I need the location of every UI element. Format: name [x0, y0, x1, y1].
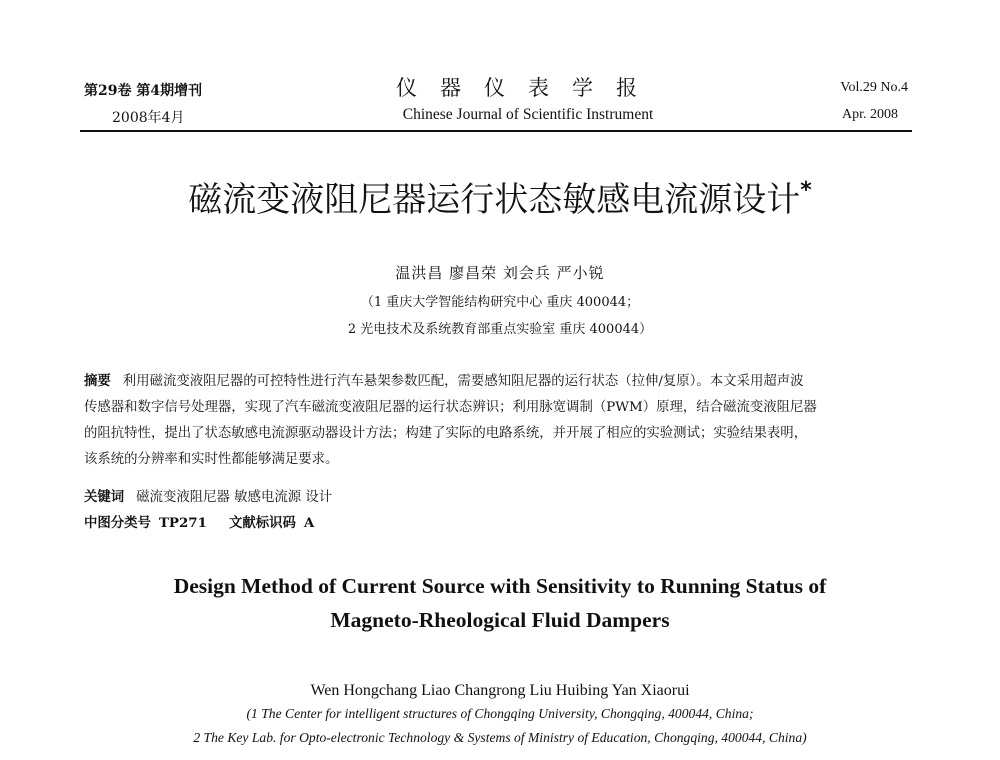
abstract-text-1: 利用磁流变液阻尼器的可控特性进行汽车悬架参数匹配，需要感知阻尼器的运行状态（拉伸/复原）。本文采用超声波 [122, 374, 804, 389]
affiliation-cn-1: （1 重庆大学智能结构研究中心 重庆 400044； [360, 295, 640, 310]
authors-cn: 温洪昌 廖昌荣 刘会兵 严小锐 [395, 264, 605, 282]
paper-title-en-line-2: Magneto-Rheological Fluid Dampers [330, 608, 670, 632]
classification [84, 512, 314, 531]
affiliation-cn-2: 2 光电技术及系统教育部重点实验室 重庆 400044） [347, 322, 653, 337]
clc-label: 中图分类号 [84, 515, 151, 531]
paper-title-cn [0, 172, 1000, 221]
abstract-line: 传感器和数字信号处理器，实现了汽车磁流变液阻尼器的运行状态辨识；利用脉宽调制（PWM）原理，结合磁流变液阻尼器 [84, 400, 817, 415]
title-footnote-mark: * [800, 178, 812, 203]
volume-issue-en: Vol.29 No.4 [840, 80, 908, 95]
abstract-line: 的阻抗特性，提出了状态敏感电流源驱动器设计方法；构建了实际的电路系统，并开展了相应的实验测试；实验结果表明， [84, 426, 808, 441]
clc-value: TP271 [158, 515, 207, 531]
keywords-label: 关键词 [84, 489, 125, 505]
journal-title-cn: 仪器仪表学报 [396, 76, 660, 100]
date-en: Apr. 2008 [842, 107, 898, 122]
abstract-label: 摘要 [84, 373, 111, 389]
paper-title-en-line-1: Design Method of Current Source with Sensitivity to Running Status of [173, 574, 827, 598]
header-rule [80, 130, 912, 132]
doc-code-value: A [303, 515, 315, 531]
journal-title-en: Chinese Journal of Scientific Instrument [402, 106, 654, 123]
doc-code-label: 文献标识码 [228, 515, 296, 531]
abstract-line [84, 368, 914, 395]
keywords [84, 486, 332, 505]
date-cn: 2008年4月 [112, 110, 185, 126]
paper-title-cn-text: 磁流变液阻尼器运行状态敏感电流源设计 [188, 180, 801, 220]
abstract-line: 该系统的分辨率和实时性都能够满足要求。 [84, 452, 339, 467]
authors-en: Wen Hongchang Liao Changrong Liu Huibing Yan Xiaorui [310, 682, 690, 699]
abstract [84, 368, 914, 473]
keywords-value: 磁流变液阻尼器 敏感电流源 设计 [136, 490, 333, 505]
volume-issue-cn: 第29卷 第4期增刊 [84, 83, 203, 99]
affiliation-en-2: 2 The Key Lab. for Opto-electronic Technology & Systems of Ministry of Education, Chongqing, 400044, China) [193, 730, 807, 745]
affiliation-en-1: (1 The Center for intelligent structures of Chongqing University, Chongqing, 400044, China; [246, 706, 754, 721]
